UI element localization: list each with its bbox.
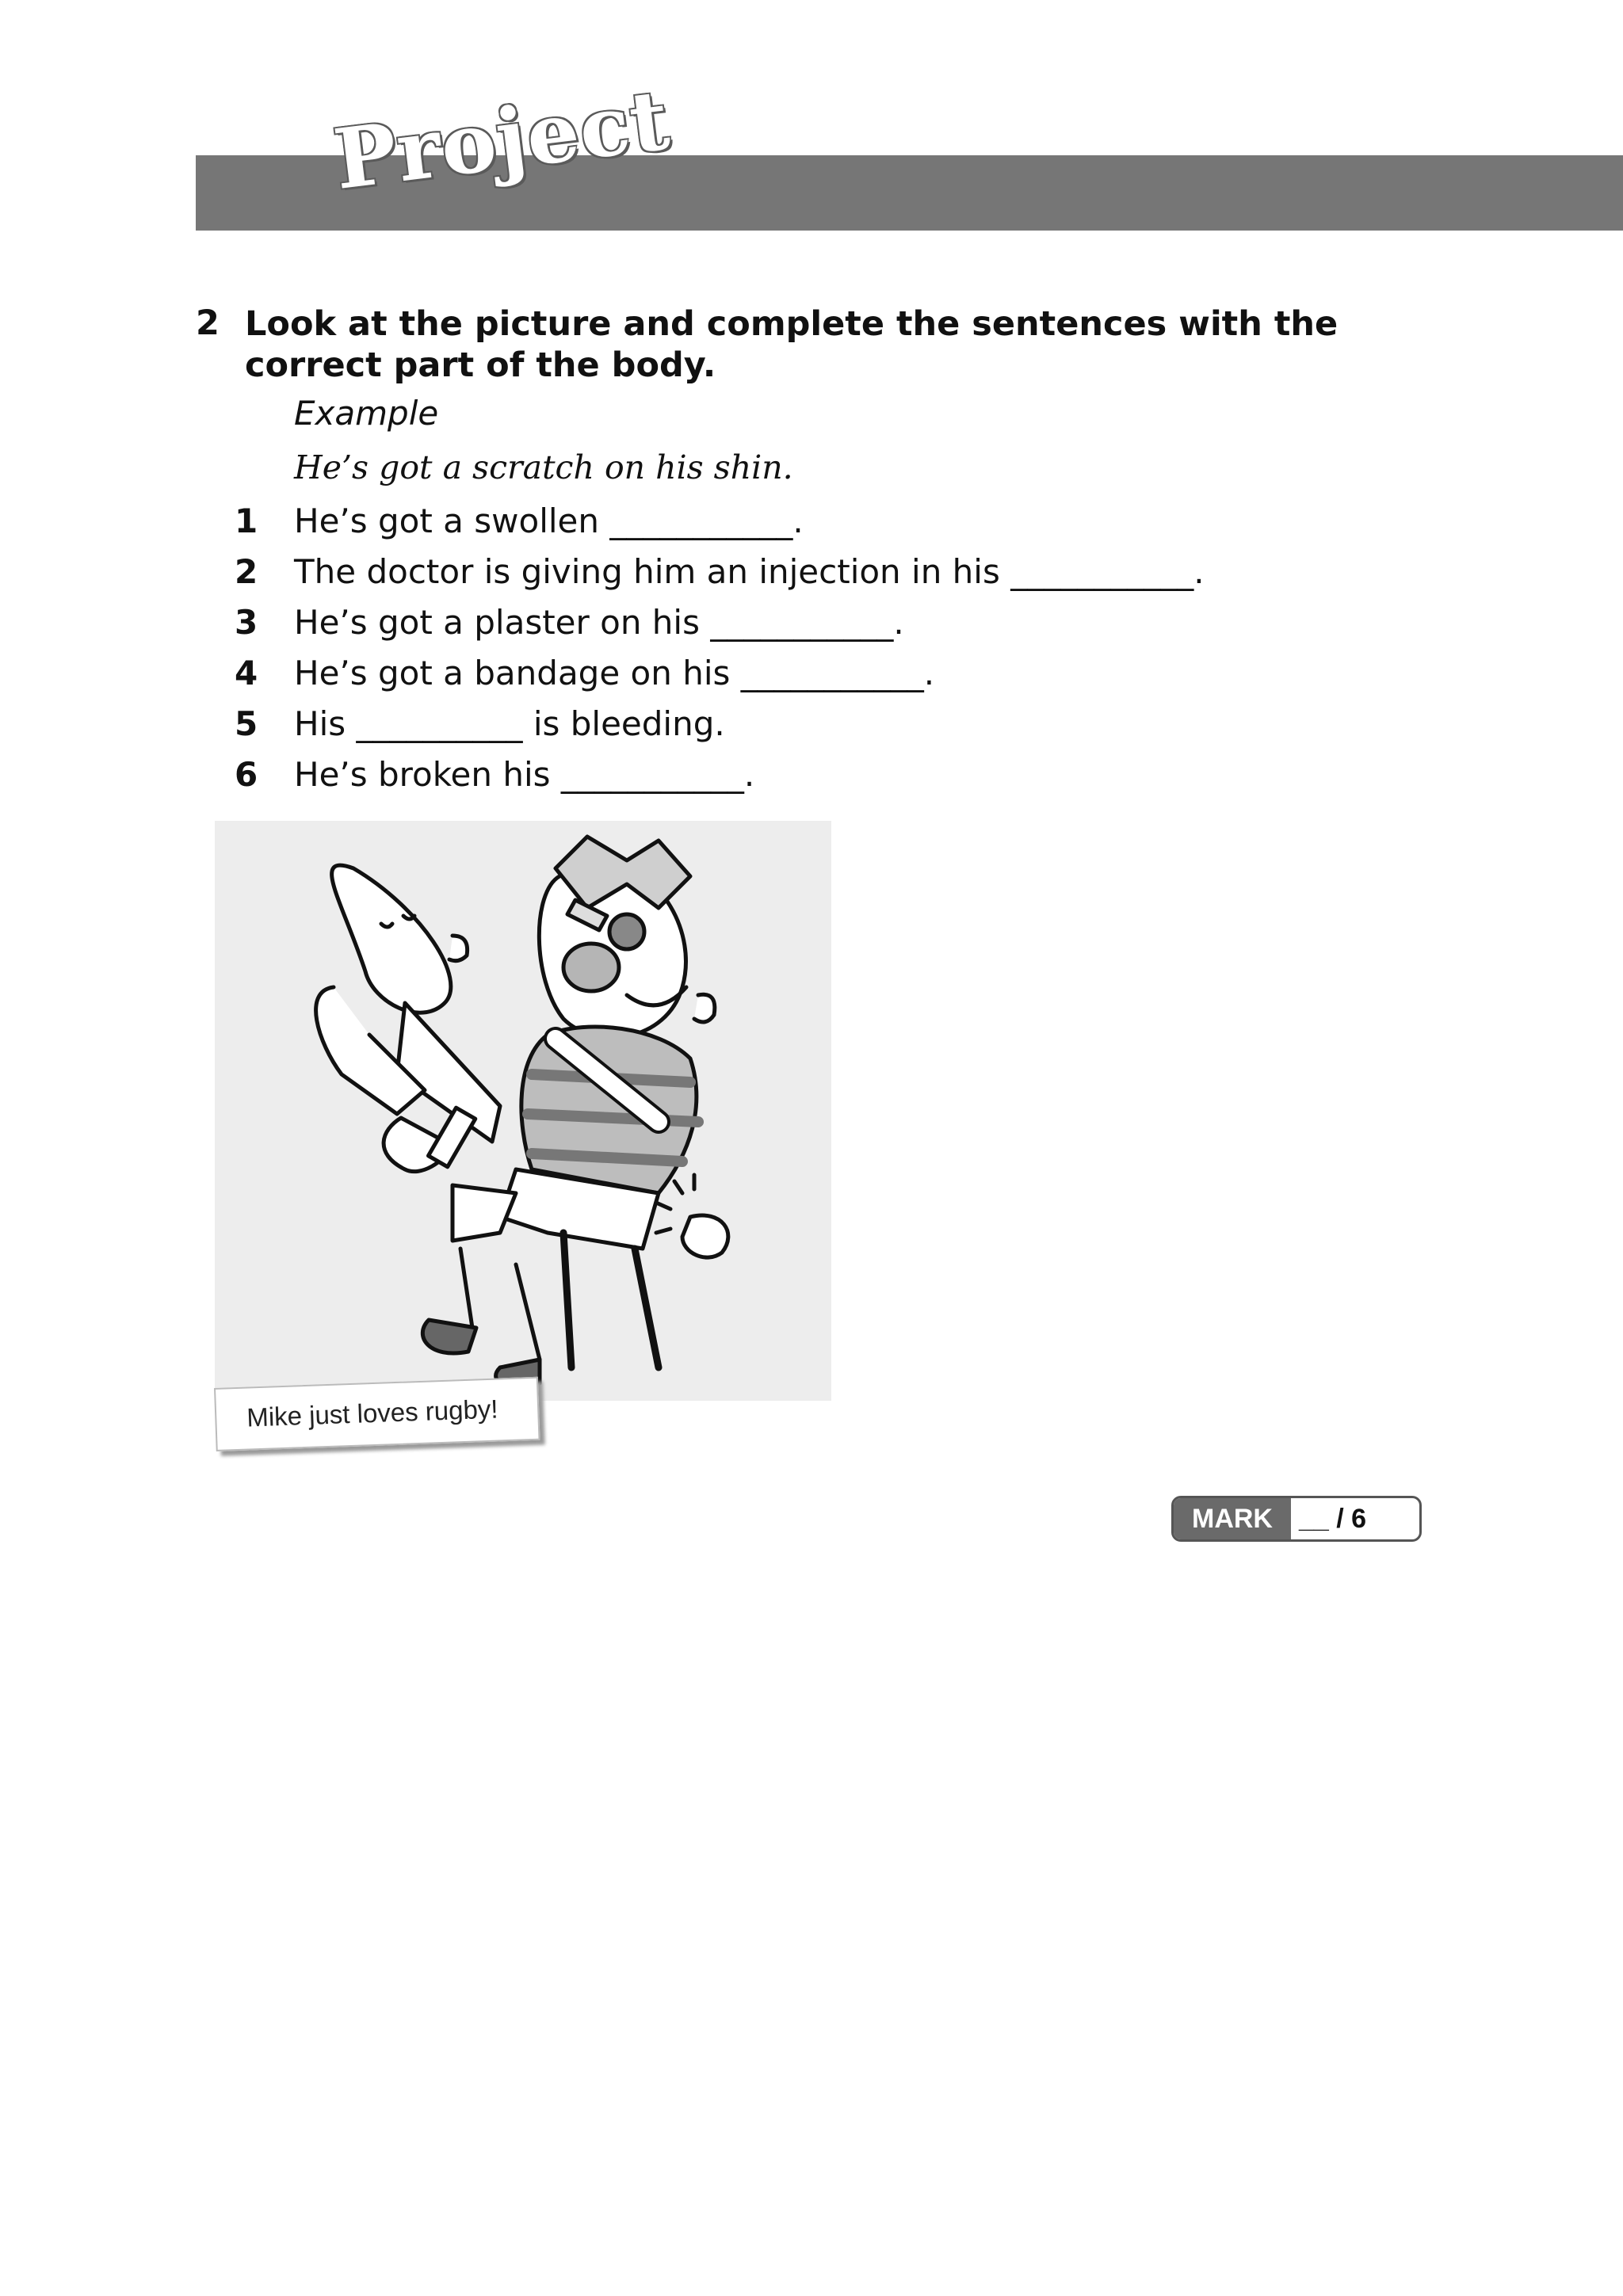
question-number: 2 <box>235 552 258 591</box>
page-title: Project <box>329 71 675 209</box>
cartoon-drawing <box>215 821 831 1401</box>
mark-label: MARK <box>1174 1498 1291 1539</box>
question-text: He’s broken his ___________. <box>294 755 755 794</box>
question-text: He’s got a plaster on his ___________. <box>294 603 904 642</box>
question-text: The doctor is giving him an injection in his ___________. <box>294 552 1205 591</box>
question-number: 4 <box>235 654 258 692</box>
exercise-number: 2 <box>196 303 220 343</box>
mark-box <box>1171 1496 1422 1542</box>
question-text: He’s got a swollen ___________. <box>294 502 804 540</box>
mark-score: __ / 6 <box>1299 1504 1367 1534</box>
example-label: Example <box>294 394 439 433</box>
example-sentence: He’s got a scratch on his shin. <box>294 448 793 486</box>
exercise-instruction: Look at the picture and complete the sentences with the correct part of the body. <box>245 304 1338 385</box>
question-text: His __________ is bleeding. <box>294 704 725 743</box>
question-number: 6 <box>235 755 258 794</box>
caption-card <box>214 1377 540 1451</box>
question-number: 1 <box>235 502 258 540</box>
cartoon-illustration <box>215 821 831 1401</box>
question-number: 5 <box>235 704 258 743</box>
question-text: He’s got a bandage on his ___________. <box>294 654 935 692</box>
caption-text: Mike just loves rugby! <box>246 1394 499 1432</box>
question-number: 3 <box>235 603 258 642</box>
